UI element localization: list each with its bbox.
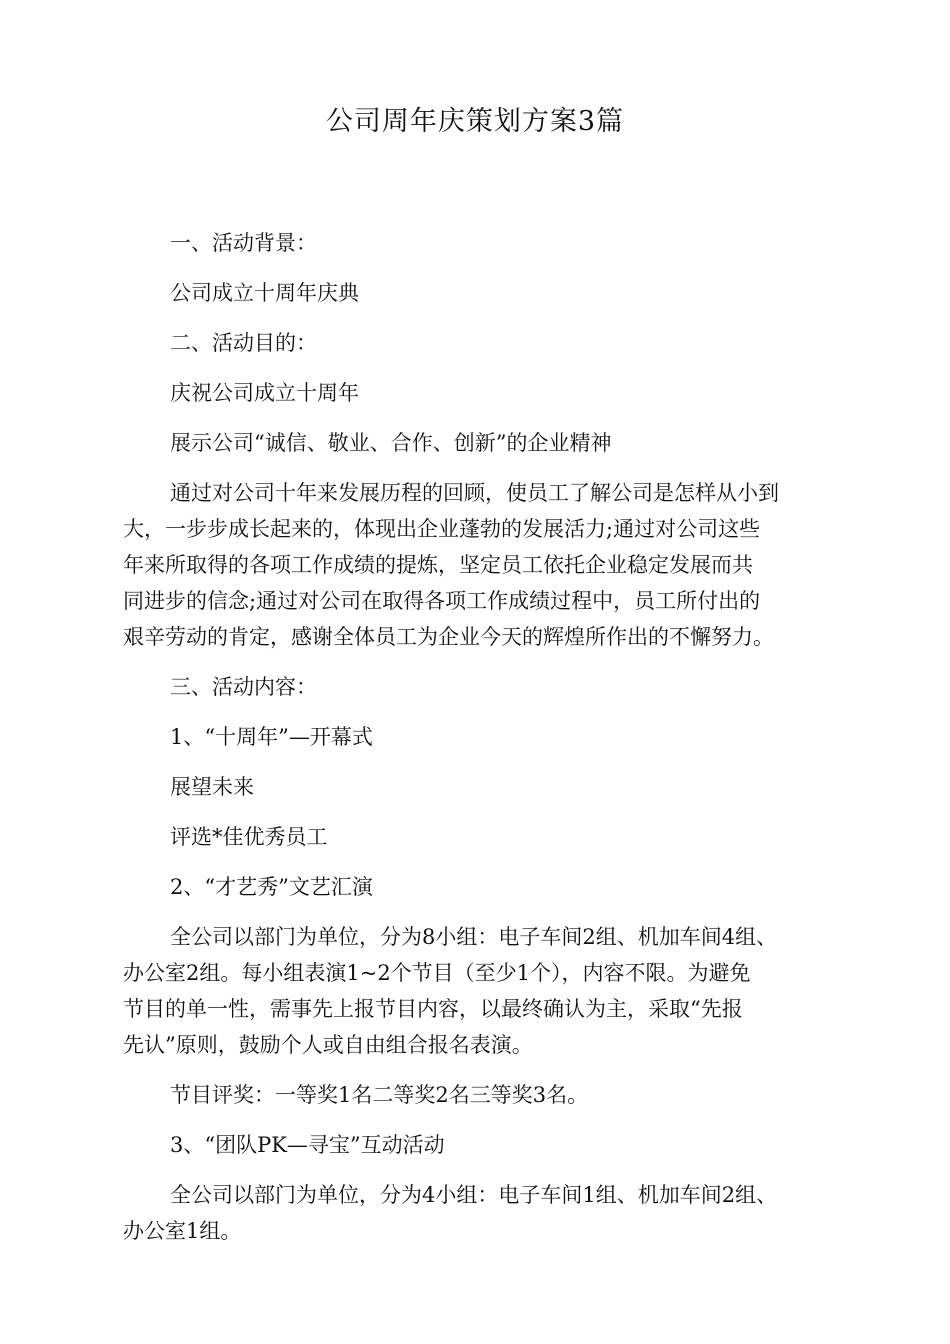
paragraph-line: 节目的单一性，需事先上报节目内容，以最终确认为主，采取“先报 [123,997,743,1021]
opening-item-award: 评选*佳优秀员工 [170,825,328,849]
purpose-item-celebrate: 庆祝公司成立十周年 [170,381,359,405]
paragraph-line: 年来所取得的各项工作成绩的提炼，坚定员工依托企业稳定发展而共 [123,553,753,577]
subsection-opening: 1、“十周年”—开幕式 [170,725,373,749]
background-text: 公司成立十周年庆典 [170,281,359,305]
paragraph-line: 全公司以部门为单位，分为8小组：电子车间2组、机加车间4组、 [170,925,778,949]
document-title: 公司周年庆策划方案3篇 [325,106,625,137]
paragraph-line: 艰辛劳动的肯定，感谢全体员工为企业今天的辉煌所作出的不懈努力。 [123,625,774,649]
subsection-talent-show: 2、“才艺秀”文艺汇演 [170,875,373,899]
subsection-team-pk: 3、“团队PK—寻宝”互动活动 [170,1133,445,1157]
paragraph-line: 大，一步步成长起来的，体现出企业蓬勃的发展活力;通过对公司这些 [123,517,761,541]
document-body [123,225,830,1263]
paragraph-line: 通过对公司十年来发展历程的回顾，使员工了解公司是怎样从小到 [170,481,779,505]
paragraph-line: 先认”原则，鼓励个人或自由组合报名表演。 [123,1033,533,1057]
opening-item-future: 展望未来 [170,775,254,799]
talent-show-awards: 节目评奖：一等奖1名二等奖2名三等奖3名。 [170,1083,589,1107]
purpose-item-spirit: 展示公司“诚信、敬业、合作、创新”的企业精神 [170,431,612,455]
talent-show-paragraph [123,919,830,1063]
section-heading-purpose: 二、活动目的： [170,331,317,355]
purpose-paragraph [123,475,830,655]
paragraph-line: 全公司以部门为单位，分为4小组：电子车间1组、机加车间2组、 [170,1183,778,1207]
section-heading-background: 一、活动背景： [170,231,317,255]
section-heading-content: 三、活动内容： [170,675,317,699]
team-pk-paragraph [123,1177,830,1249]
paragraph-line: 办公室1组。 [123,1219,242,1243]
paragraph-line: 办公室2组。每小组表演1~2个节目（至少1个），内容不限。为避免 [123,961,751,985]
paragraph-line: 同进步的信念;通过对公司在取得各项工作成绩过程中，员工所付出的 [123,589,761,613]
